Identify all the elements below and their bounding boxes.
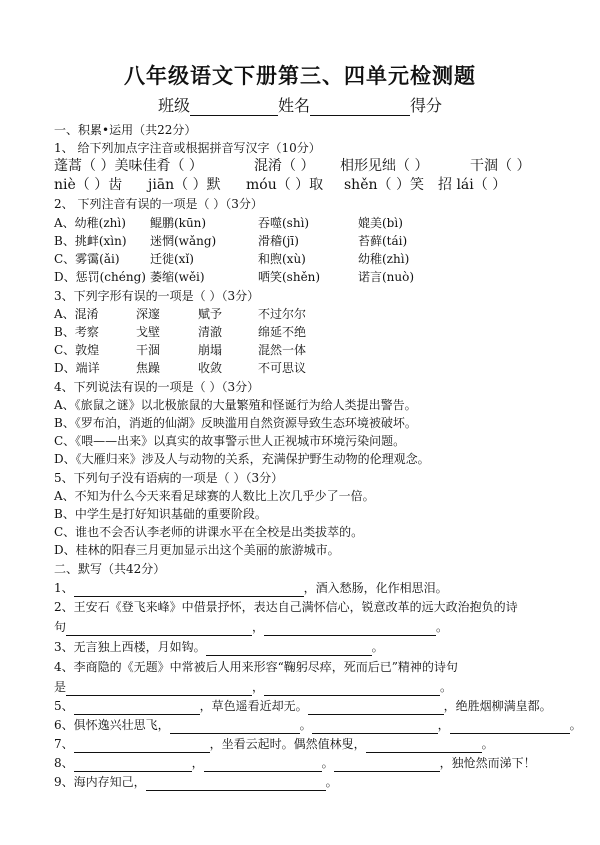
option-cell: 幼稚(zhì) [358,252,410,266]
section1-heading: 一、积累•运用（共22分） [54,123,197,137]
page-title: 八年级语文下册第三、四单元检测题 [124,63,476,88]
score-label: 得分 [410,96,443,115]
answer-blank[interactable] [308,701,444,715]
option-cell: 赋予 [198,307,223,321]
s2-q7-end: 。 [481,737,494,751]
s2-q6-end: 。 [569,718,582,732]
s2-q6-mid-period: 。 [299,718,312,732]
q1-row2-item: shěn（ ）笑 [344,177,424,193]
option-cell: 干涸 [136,343,161,357]
s2-q6-text: 6、俱怀逸兴壮思飞， [54,718,170,732]
s2-q7 [54,735,494,753]
answer-blank[interactable] [74,758,192,772]
q2-option-c [54,250,409,268]
s2-q4: 4、李商隐的《无题》中常被后人用来形容“鞠躬尽瘁，死而后已”精神的诗句 [54,660,458,674]
option-cell: D、惩罚(chéng) [54,270,146,284]
option-cell: 不过尔尔 [258,307,307,321]
option-cell: 媲美(bì) [358,216,403,230]
q1-row1-item: 相形见绌（ ） [340,158,429,174]
q1-row1 [54,157,550,175]
option-cell: 戈壁 [136,325,161,339]
s2-q8-period: 。 [321,756,334,770]
s2-q8-comma1: ， [191,756,204,770]
option-cell: 迁徙(xǐ) [150,252,194,266]
option-cell: 清澈 [198,325,223,339]
q1-row2-item: 招 lái（ ） [438,177,507,193]
q3-option-d [54,359,306,377]
class-blank[interactable] [190,100,278,116]
s2-q2-end: 。 [436,620,449,634]
q2-option-b [54,232,407,250]
option-cell: 焦躁 [136,361,161,375]
option-cell: B、考察 [54,325,99,339]
q3-option-a [54,305,306,323]
option-cell: D、端详 [54,361,100,375]
s2-q2: 2、王安石《登飞来峰》中借景抒怀，表达自己满怀信心，锐意改革的远大政治抱负的诗 [54,600,518,614]
answer-blank[interactable] [66,622,252,636]
option-cell: C、敦煌 [54,343,100,357]
name-label: 姓名 [277,96,310,115]
s2-q3-end: 。 [371,640,384,654]
q2-option-a [54,214,403,232]
answer-blank[interactable] [74,583,304,597]
q4-option-b: B、《罗布泊，消逝的仙湖》反映滥用自然资源导致生态环境被破坏。 [54,416,417,430]
option-cell: 混然一体 [258,343,307,357]
name-blank[interactable] [310,100,410,116]
option-cell: C、雾霭(ǎi) [54,252,120,266]
s2-q1-text: ，酒入愁肠，化作相思泪。 [303,581,448,595]
q4-prompt: 4、下列说法有误的一项是（ ）（3分） [54,380,260,394]
answer-blank[interactable] [206,642,372,656]
option-cell: 深邃 [136,307,161,321]
s2-q5-mid: ，草色遥看近却无。 [199,699,308,713]
s2-q6-comma: ， [437,718,450,732]
option-cell: 诺言(nuò) [358,270,415,284]
answer-blank[interactable] [146,777,326,791]
answer-blank[interactable] [334,758,440,772]
option-cell: 萎缩(wěi) [150,270,205,284]
s2-q4-prefix: 是 [54,680,67,694]
option-cell: 和煦(xù) [258,252,306,266]
s2-q5-tail: ，绝胜烟柳满皇都。 [443,699,552,713]
s2-q5-prefix: 5、 [54,699,74,713]
s2-q8-prefix: 8、 [54,756,74,770]
s2-q9 [54,773,338,791]
q4-option-c: C、《喂——出来》以真实的故事警示世人正视城市环境污染问题。 [54,434,406,448]
q4-option-d: D、《大雁归来》涉及人与动物的关系，充满保护野生动物的伦理观念。 [54,452,430,466]
option-cell: 滑稽(jī) [258,234,299,248]
q1-row2-item: móu（ ）取 [246,177,324,193]
s2-q2-sep: ， [252,620,265,634]
q1-row1-item: 混淆（ ） [254,158,315,174]
option-cell: 崩塌 [198,343,223,357]
option-cell: 迷惘(wǎng) [150,234,217,248]
s2-q8-tail: ，独怆然而涕下！ [439,756,536,770]
q1-row2 [54,176,546,194]
answer-blank[interactable] [366,739,482,753]
q5-option-c: C、谁也不会否认李老师的讲课水平在全校是出类拔萃的。 [54,525,364,539]
answer-blank[interactable] [66,682,252,696]
q1-row2-item: niè（ ）齿 [54,177,123,193]
s2-q6 [54,716,582,734]
answer-blank[interactable] [170,720,300,734]
q1-row1-item: 蓬蒿（ ）美味佳肴（ ） [54,158,203,174]
s2-q3-text: 3、无言独上西楼，月如钩。 [54,640,206,654]
s2-q7-mid: ，坐看云起时。偶然值林叟， [209,737,366,751]
q5-option-a: A、不知为什么今天来看足球赛的人数比上次几乎少了一倍。 [54,489,375,503]
option-cell: B、挑衅(xìn) [54,234,127,248]
s2-q5 [54,697,552,715]
option-cell: 不可思议 [258,361,307,375]
s2-q4-sep: ， [252,680,265,694]
s2-q2-prefix: 句 [54,620,67,634]
s2-q4-cont [54,678,452,696]
q3-option-c [54,341,306,359]
answer-blank[interactable] [74,739,210,753]
option-cell: 收敛 [198,361,223,375]
q5-prompt: 5、下列句子没有语病的一项是（ ）（3分） [54,471,284,485]
q1-row2-item: jiān（ ）默 [148,177,221,193]
section2-heading: 二、默写（共42分） [54,562,166,576]
answer-blank[interactable] [204,758,322,772]
answer-blank[interactable] [264,682,440,696]
q3-prompt: 3、下列字形有误的一项是（ ）（3分） [54,289,260,303]
q4-option-a: A、《旅鼠之谜》以北极旅鼠的大量繁殖和怪诞行为给人类提出警告。 [54,398,417,412]
s2-q7-prefix: 7、 [54,737,74,751]
option-cell: A、混淆 [54,307,99,321]
answer-blank[interactable] [74,701,200,715]
option-cell: A、幼稚(zhì) [54,216,126,230]
s2-q4-end: 。 [440,680,453,694]
class-label: 班级 [157,96,190,115]
q1-prompt: 1、 给下列加点字注音或根据拼音写汉字（10分） [54,141,321,155]
answer-blank[interactable] [312,720,438,734]
q2-option-d [54,268,414,286]
s2-q3 [54,638,384,656]
q3-option-b [54,323,306,341]
q5-option-b: B、中学生是打好知识基础的重要阶段。 [54,507,267,521]
option-cell: 哂笑(shěn) [258,270,321,284]
option-cell: 苔藓(tái) [358,234,408,248]
s2-q8 [54,754,536,772]
s2-q2-cont [54,618,448,636]
q2-prompt: 2、 下列注音有误的一项是（ ）（3分） [54,197,263,211]
option-cell: 吞噬(shì) [258,216,310,230]
s2-q9-end: 。 [325,775,338,789]
student-info-row [0,93,600,116]
option-cell: 绵延不绝 [258,325,307,339]
q5-option-d: D、桂林的阳春三月更加显示出这个美丽的旅游城市。 [54,543,340,557]
answer-blank[interactable] [264,622,436,636]
s2-q1: 1、 ，酒入愁肠，化作相思泪。 [54,581,448,595]
option-cell: 鲲鹏(kūn) [150,216,207,230]
q1-row1-item: 干涸（ ） [470,158,531,174]
answer-blank[interactable] [450,720,570,734]
s2-q9-text: 9、海内存知己， [54,775,146,789]
